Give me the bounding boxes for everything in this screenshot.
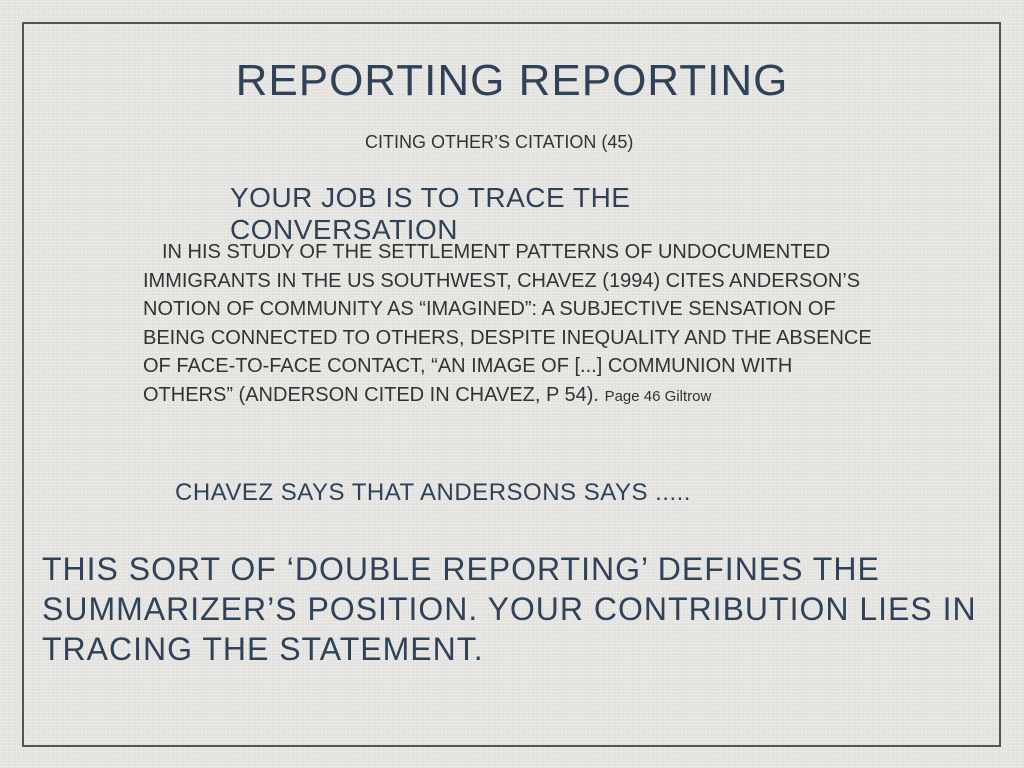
- chavez-line: CHAVEZ SAYS THAT ANDERSONS SAYS .....: [175, 479, 691, 506]
- job-statement: YOUR JOB IS TO TRACE THE CONVERSATION: [230, 182, 631, 245]
- quote-source: Page 46 Giltrow: [604, 387, 712, 405]
- slide-subtitle: CITING OTHER’S CITATION (45): [365, 132, 634, 152]
- quote-block: [143, 238, 883, 411]
- slide-title: REPORTING REPORTING: [235, 56, 789, 105]
- double-reporting-statement: THIS SORT OF ‘DOUBLE REPORTING’ DEFINES THE SUMMARIZER’S POSITION. YOUR CONTRIBUTION LIES IN TRACING THE STATEMENT.: [42, 551, 977, 667]
- quote-text: IN HIS STUDY OF THE SETTLEMENT PATTERNS OF UNDOCUMENTED IMMIGRANTS IN THE US SOUTHWEST, CHAVEZ (1994) CITES ANDERSON’S NOTION OF COMMUNITY AS “IMAGINED”: A SUBJECTIVE SENSATION OF BEING CONNECTED TO OTHERS, DESPITE INEQUALITY AND THE ABSENCE OF FACE-TO-FACE CONTACT, “AN IMAGE OF [...] COMMUNION WITH OTHERS” (ANDERSON CITED IN CHAVEZ, P 54).: [143, 241, 872, 406]
